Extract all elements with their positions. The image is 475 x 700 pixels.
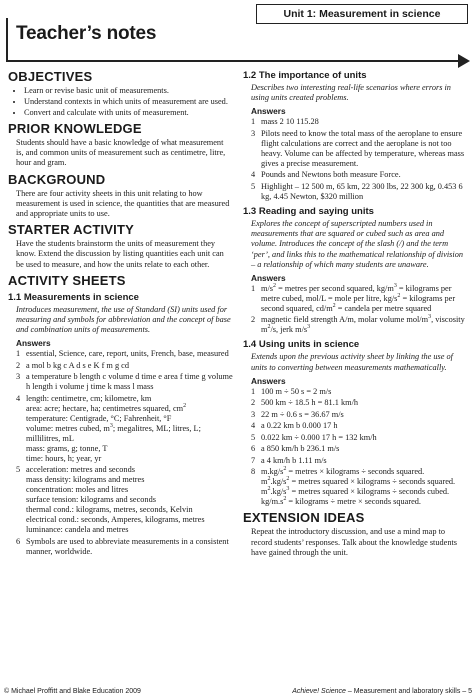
list-item bbox=[243, 410, 467, 420]
list-item bbox=[8, 465, 233, 535]
list-item bbox=[8, 349, 233, 359]
item-number: 1 bbox=[251, 386, 256, 396]
book-title-page: – Measurement and laboratory skills – 5 bbox=[345, 688, 472, 695]
item-number: 2 bbox=[251, 315, 256, 325]
answer-text: ; megalitres, ML; litres, L; millilitres, mL bbox=[26, 423, 201, 443]
prior-knowledge-heading: PRIOR KNOWLEDGE bbox=[8, 121, 142, 136]
answer-text: temperature: Centigrade, °C; Fahrenheit, °F bbox=[26, 413, 172, 423]
page-title: Teacher’s notes bbox=[16, 23, 157, 44]
answer-text: length: centimetre, cm; kilometre, km bbox=[26, 393, 152, 403]
list-item bbox=[243, 170, 467, 180]
answer-text: 0.022 km ÷ 0.000 17 h = 132 km/h bbox=[261, 432, 377, 442]
list-item bbox=[243, 284, 467, 314]
answer-text: concentration: moles and litres bbox=[26, 485, 129, 495]
answer-text: area: acre; hectare, ha; centimetres squared, cm bbox=[26, 403, 184, 413]
answer-text: 100 m ÷ 50 s = 2 m/s bbox=[261, 386, 332, 396]
prior-knowledge-text: Students should have a basic knowledge of what measurement is, and common units of measurement such as centimetre, litre, hour and gram. bbox=[16, 138, 226, 168]
activity-sheets-heading: ACTIVITY SHEETS bbox=[8, 272, 126, 288]
item-number: 5 bbox=[251, 181, 256, 191]
list-item bbox=[243, 433, 467, 443]
copyright-text: © Michael Proffitt and Blake Education 2009 bbox=[4, 688, 141, 695]
header-rule-horizontal bbox=[6, 60, 461, 62]
answer-text: 500 km ÷ 18.5 h = 81.1 km/h bbox=[261, 398, 359, 408]
objectives-list bbox=[8, 86, 233, 118]
footer bbox=[4, 688, 472, 698]
answer-text: m bbox=[261, 487, 268, 497]
superscript: 2 bbox=[183, 403, 187, 410]
list-item bbox=[243, 444, 467, 454]
answer-text: = metres per second squared, kg/m bbox=[276, 283, 394, 293]
item-number: 4 bbox=[251, 421, 256, 431]
answer-text: Highlight – 12 500 m, 65 km, 22 300 lbs, 22 300 kg, 0.453 6 kg, 4.45 Newton, $320 million bbox=[261, 181, 463, 201]
extension-ideas-text: Repeat the introductory discussion, and use a mind map to record students’ responses. Talk about the knowledge students have gained through the unit. bbox=[251, 527, 458, 557]
item-number: 1 bbox=[251, 283, 256, 293]
extension-ideas-heading: EXTENSION IDEAS bbox=[243, 510, 365, 526]
item-number: 6 bbox=[251, 444, 256, 454]
list-item bbox=[8, 361, 233, 371]
superscript: 2 bbox=[332, 303, 336, 310]
answer-text: mass: grams, g; tonne, T bbox=[26, 443, 108, 453]
section-1-4-intro: Extends upon the previous activity sheet by linking the use of units to converting between measurements mathematically. bbox=[251, 352, 453, 372]
starter-activity-heading: STARTER ACTIVITY bbox=[8, 222, 134, 238]
item-number: 1 bbox=[16, 349, 21, 359]
item-number: 6 bbox=[16, 536, 21, 546]
item-number: 2 bbox=[251, 398, 256, 408]
item-number: 1 bbox=[251, 117, 256, 127]
answers-label: Answers bbox=[251, 272, 286, 283]
answer-text: luminance: candela and metres bbox=[26, 525, 129, 535]
answer-text: = candela per metre squared bbox=[335, 303, 432, 313]
section-1-1-heading: 1.1 Measurements in science bbox=[8, 291, 139, 303]
unit-tab: Unit 1: Measurement in science bbox=[256, 4, 468, 24]
answer-text: essential, Science, care, report, units, French, base, measured bbox=[26, 349, 229, 359]
answer-text: Symbols are used to abbreviate measurements in a consistent manner, worldwide. bbox=[26, 536, 229, 556]
superscript: 2 bbox=[267, 476, 271, 483]
answer-text: surface tension: kilograms and seconds bbox=[26, 495, 156, 505]
list-item: • Learn or revise basic unit of measurements. bbox=[24, 86, 233, 96]
item-number: 7 bbox=[251, 455, 256, 465]
superscript: 3 bbox=[428, 314, 432, 321]
answers-label: Answers bbox=[251, 106, 286, 117]
answers-list-1-4 bbox=[243, 387, 467, 508]
item-number: 8 bbox=[251, 467, 256, 477]
item-number: 3 bbox=[251, 128, 256, 138]
answer-text: m bbox=[261, 477, 268, 487]
answers-list-1-3 bbox=[243, 284, 467, 336]
item-number: 5 bbox=[16, 465, 21, 475]
answer-text: kg/m.s bbox=[261, 497, 284, 507]
answer-text: magnetic field strength A/m, molar volume mol/m bbox=[261, 315, 429, 325]
list-item bbox=[243, 421, 467, 431]
list-item bbox=[243, 398, 467, 408]
answer-text: thermal cond.: kilograms, metres, seconds, Kelvin bbox=[26, 505, 193, 515]
answer-text: m/s bbox=[261, 283, 273, 293]
answer-text: = kilograms per second squared, cd/m bbox=[261, 293, 456, 313]
starter-activity-text: Have the students brainstorm the units of measurement they know. Extend the discussion by listing quantities each unit can be used to measure, and how the units relate to each other. bbox=[16, 239, 224, 269]
answer-text: = kilograms per metre cubed, mol/L = mole per litre, kg/s bbox=[261, 283, 452, 303]
list-item bbox=[8, 537, 233, 557]
answers-label: Answers bbox=[16, 338, 51, 349]
answer-text: mass 2 10 115.28 bbox=[261, 117, 319, 127]
section-1-4-heading: 1.4 Using units in science bbox=[243, 339, 360, 351]
list-item bbox=[243, 182, 467, 202]
superscript: 3 bbox=[286, 486, 290, 493]
section-1-2-intro: Describes two interesting real-life scenarios where errors in using units created problems. bbox=[251, 83, 451, 103]
superscript: 2 bbox=[283, 496, 287, 503]
superscript: 2 bbox=[283, 466, 287, 473]
superscript: 2 bbox=[267, 324, 271, 331]
list-item bbox=[243, 387, 467, 397]
list-item bbox=[243, 467, 467, 507]
answer-text: 22 m ÷ 0.6 s = 36.67 m/s bbox=[261, 409, 344, 419]
answer-text: = kilograms ÷ metre × seconds squared. bbox=[286, 497, 422, 507]
answer-text: a temperature b length c volume d time e area f time g volume h length i volume j time k mass l mass bbox=[26, 372, 233, 392]
answers-list-1-1 bbox=[8, 349, 233, 557]
section-1-2-heading: 1.2 The importance of units bbox=[243, 70, 367, 81]
answer-text: Pounds and Newtons both measure Force. bbox=[261, 170, 401, 180]
superscript: 2 bbox=[397, 293, 401, 300]
header-rule-vertical bbox=[6, 18, 8, 61]
answer-text: .kg/s bbox=[270, 487, 287, 497]
answer-text: /s, jerk m/s bbox=[270, 325, 308, 335]
answer-text: a 0.22 km b 0.000 17 h bbox=[261, 421, 338, 431]
list-item bbox=[243, 117, 467, 127]
answer-text: Pilots need to know the total mass of the aeroplane to ensure flight calculations are correct and the aeroplane is not too heavy. Volume can be affected by temperature, whereas mass gives a precise measurement. bbox=[261, 128, 465, 168]
superscript: 2 bbox=[286, 476, 290, 483]
list-item: • Understand contexts in which units of measurement are used. bbox=[24, 97, 233, 107]
answer-text: mass density: kilograms and metres bbox=[26, 475, 145, 485]
answer-text: = metres × kilograms ÷ seconds squared. bbox=[286, 467, 425, 477]
section-1-1-intro: Introduces measurement, the use of Standard (SI) units used for measuring and symbols for abbreviation and the concept of base and combination units of measurements. bbox=[16, 304, 231, 335]
superscript: 3 bbox=[393, 283, 397, 290]
item-number: 3 bbox=[251, 409, 256, 419]
list-item bbox=[243, 456, 467, 466]
answer-text: time: hours, h; year, yr bbox=[26, 453, 102, 463]
answer-text: = metres squared × kilograms ÷ seconds cubed. bbox=[289, 487, 450, 497]
background-text: There are four activity sheets in this unit relating to how measurement is used in science, the quantities that are measured and appropriate units to use. bbox=[16, 188, 230, 219]
answer-text: a 850 km/h b 236.1 m/s bbox=[261, 444, 340, 454]
list-item: • Convert and calculate with units of measurement. bbox=[24, 108, 233, 118]
answers-list-1-2 bbox=[243, 117, 467, 202]
superscript: 2 bbox=[267, 486, 271, 493]
objectives-heading: OBJECTIVES bbox=[8, 69, 93, 84]
section-1-3-intro: Explores the concept of superscripted numbers used in measurements that are squared or cubed such as area and volume. Introduces the concept of the slash (/) and the term ‘per’, and links this to the mathematical relationship of division – a relationship of which many students are unaware. bbox=[251, 218, 464, 269]
list-item bbox=[8, 372, 233, 392]
answer-text: volume: metres cubed, m bbox=[26, 423, 110, 433]
answer-text: a mol b kg c A d s e K f m g cd bbox=[26, 360, 130, 370]
item-number: 4 bbox=[251, 170, 256, 180]
item-number: 5 bbox=[251, 432, 256, 442]
superscript: 3 bbox=[109, 423, 113, 430]
answer-text: a 4 km/h b 1.11 m/s bbox=[261, 455, 327, 465]
list-item bbox=[243, 315, 467, 335]
answer-text: m.kg/s bbox=[261, 467, 284, 477]
item-number: 4 bbox=[16, 393, 21, 403]
answers-label: Answers bbox=[251, 375, 286, 386]
right-column bbox=[243, 66, 467, 561]
series-title: Achieve! Science bbox=[292, 688, 346, 695]
list-item bbox=[243, 129, 467, 169]
answer-text: .kg/s bbox=[270, 477, 287, 487]
item-number: 2 bbox=[16, 360, 21, 370]
answer-text: , viscosity m bbox=[261, 315, 465, 335]
item-number: 3 bbox=[16, 372, 21, 382]
section-1-3-heading: 1.3 Reading and saying units bbox=[243, 205, 374, 217]
list-item bbox=[8, 394, 233, 464]
background-heading: BACKGROUND bbox=[8, 171, 106, 187]
superscript: 2 bbox=[273, 283, 276, 290]
answer-text: electrical cond.: seconds, Amperes, kilograms, metres bbox=[26, 515, 205, 525]
superscript: 3 bbox=[307, 324, 311, 331]
left-column bbox=[8, 66, 233, 558]
answer-text: acceleration: metres and seconds bbox=[26, 465, 135, 475]
page-info bbox=[292, 688, 472, 695]
answer-text: = metres squared × kilograms ÷ seconds squared. bbox=[289, 477, 456, 487]
